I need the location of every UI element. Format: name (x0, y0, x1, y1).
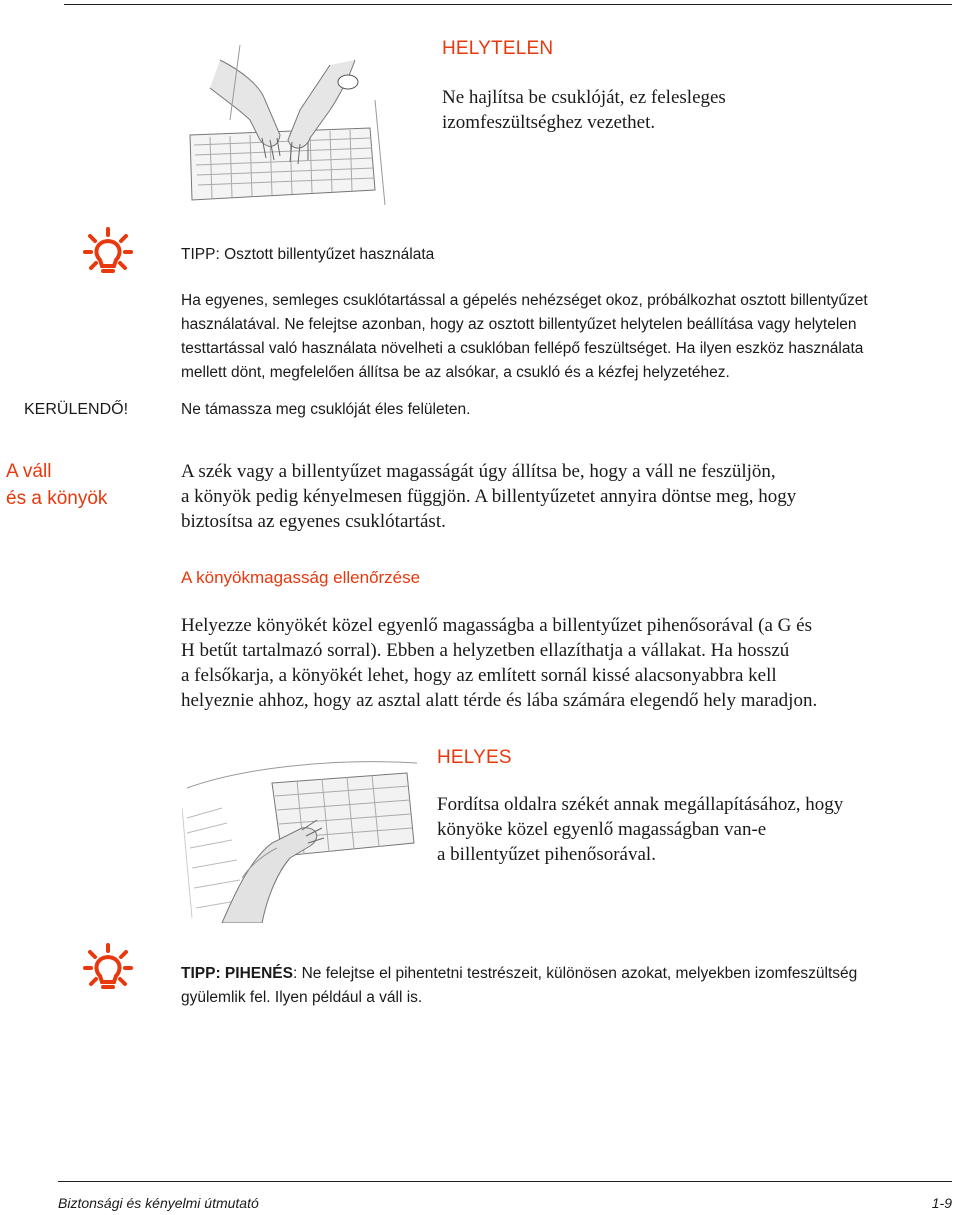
lightbulb-icon (82, 942, 134, 994)
lightbulb-icon (82, 226, 134, 278)
elbow-check-body (181, 613, 921, 713)
tip-rest-line: gyülemlik fel. Ilyen például a váll is. (181, 989, 423, 1006)
tip-line: testtartással való használata növelheti a csuklóban fellépő feszültséget. Ha ilyen eszköz használata (181, 340, 864, 357)
avoid-label: KERÜLENDŐ! (24, 401, 129, 418)
correct-line: a billentyűzet pihenősorával. (437, 844, 656, 865)
tip-split-keyboard-title: TIPP: Osztott billentyűzet használata (181, 246, 435, 263)
section-line: biztosítsa az egyenes csuklótartást. (181, 511, 446, 532)
tip-line: használatával. Ne felejtse azonban, hogy az osztott billentyűzet helytelen beállítása vagy helytelen (181, 316, 857, 333)
tip-rest-title: TIPP: PIHENÉS (181, 965, 293, 982)
footer-title: Biztonsági és kényelmi útmutató (58, 1195, 259, 1211)
incorrect-posture-illustration (180, 40, 390, 205)
section-line: a könyök pedig kényelmesen függjön. A billentyűzetet annyira döntse meg, hogy (181, 486, 797, 507)
page-number: 1-9 (931, 1195, 952, 1211)
avoid-text: Ne támassza meg csuklóját éles felületen. (181, 401, 471, 418)
incorrect-text: Ne hajlítsa be csuklóját, ez felesleges izomfeszültséghez vezethet. (442, 87, 726, 133)
correct-body (437, 792, 907, 867)
tip-split-keyboard-body (181, 289, 901, 385)
footer-rule (58, 1181, 952, 1182)
section-title (6, 458, 107, 512)
elbow-check-line: Helyezze könyökét közel egyenlő magasságba a billentyűzet pihenősorával (a G és (181, 615, 812, 636)
tip-rest-title-rest: : Ne felejtse el pihentetni testrészeit, különösen azokat, melyekben izomfeszültség (292, 965, 858, 982)
section-title-line: és a könyök (6, 488, 108, 509)
section-body (181, 459, 901, 534)
tip-line: Ha egyenes, semleges csuklótartással a gépelés nehézséget okoz, próbálkozhat osztott billentyűzet (181, 292, 868, 309)
correct-line: könyöke közel egyenlő magasságban van-e (437, 819, 767, 840)
section-title-line: A váll (6, 461, 52, 482)
top-rule (64, 4, 952, 5)
elbow-check-line: helyeznie ahhoz, hogy az asztal alatt térde és lába számára elegendő hely maradjon. (181, 690, 818, 711)
correct-posture-illustration (182, 748, 422, 923)
elbow-check-heading: A könyökmagasság ellenőrzése (181, 568, 421, 587)
elbow-check-line: H betűt tartalmazó sorral). Ebben a helyzetben ellazíthatja a vállakat. Ha hosszú (181, 640, 790, 661)
incorrect-heading: HELYTELEN (442, 38, 554, 59)
tip-rest-body (181, 962, 901, 1010)
section-line: A szék vagy a billentyűzet magasságát úgy állítsa be, hogy a váll ne feszüljön, (181, 461, 776, 482)
tip-rest-line (181, 962, 901, 986)
correct-heading: HELYES (437, 747, 512, 768)
tip-line: mellett dönt, megfelelően állítsa be az alsókar, a csukló és a kézfej helyzetéhez. (181, 364, 730, 381)
elbow-check-line: a felsőkarja, a könyökét lehet, hogy az említett sornál kissé alacsonyabbra kell (181, 665, 777, 686)
correct-line: Fordítsa oldalra székét annak megállapításához, hogy (437, 794, 844, 815)
